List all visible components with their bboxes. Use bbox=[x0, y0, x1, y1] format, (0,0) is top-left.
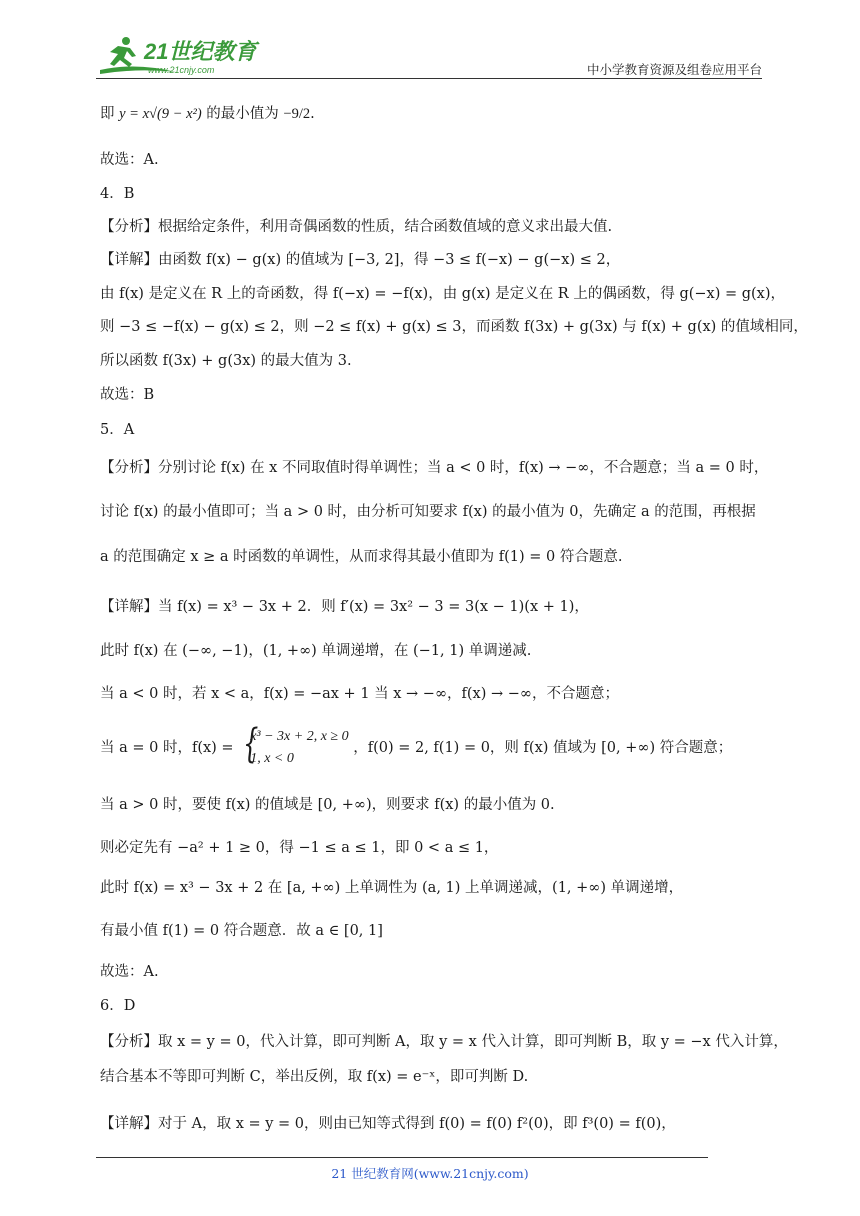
detail-line: 当 a < 0 时，若 x < a，f(x) = −ax + 1 当 x → −∞，f(x) → −∞，不合题意； bbox=[100, 686, 619, 702]
detail-line: 当 a > 0 时，要使 f(x) 的值域是 [0, +∞)，则要求 f(x) 的最小值为 0. bbox=[100, 797, 555, 813]
detail-line: 则必定先有 −a² + 1 ≥ 0，得 −1 ≤ a ≤ 1，即 0 < a ≤ 1， bbox=[100, 840, 499, 856]
analysis-line: 讨论 f(x) 的最小值即可；当 a > 0 时，由分析可知要求 f(x) 的最小值为 0，先确定 a 的范围，再根据 bbox=[100, 504, 756, 520]
question-number: 4．B bbox=[100, 186, 135, 202]
analysis-line: 【分析】分别讨论 f(x) 在 x 不同取值时得单调性；当 a < 0 时，f(x) → −∞，不合题意；当 a = 0 时， bbox=[100, 460, 769, 476]
detail-line: 所以函数 f(3x) + g(3x) 的最大值为 3. bbox=[100, 353, 352, 369]
svg-text:21世纪教育: 21世纪教育 bbox=[144, 39, 257, 64]
analysis-line: a 的范围确定 x ≥ a 时函数的单调性，从而求得其最小值即为 f(1) = 0 符合题意. bbox=[100, 549, 623, 565]
footer-link[interactable]: 21 世纪教育网(www.21cnjy.com) bbox=[331, 1166, 529, 1181]
text-line: 即 y = x√(9 − x²) 的最小值为 −9/2. bbox=[100, 106, 315, 122]
detail-line: 【详解】对于 A，取 x = y = 0，则由已知等式得到 f(0) = f(0) f²(0)，即 f³(0) = f(0)， bbox=[100, 1116, 676, 1132]
detail-line: 【详解】当 f(x) = x³ − 3x + 2．则 f′(x) = 3x² − 3 = 3(x − 1)(x + 1)， bbox=[100, 599, 589, 615]
site-logo bbox=[96, 32, 266, 78]
answer-line: 故选：A. bbox=[100, 152, 159, 168]
detail-line: 【详解】由函数 f(x) − g(x) 的值域为 [−3, 2]，得 −3 ≤ f(−x) − g(−x) ≤ 2， bbox=[100, 252, 621, 268]
header-divider bbox=[96, 78, 762, 79]
math-value: −9/2 bbox=[283, 106, 311, 122]
footer-divider bbox=[96, 1157, 708, 1158]
question-number: 5．A bbox=[100, 422, 135, 438]
detail-line: 由 f(x) 是定义在 R 上的奇函数，得 f(−x) = −f(x)，由 g(x) 是定义在 R 上的偶函数，得 g(−x) = g(x)， bbox=[100, 286, 786, 302]
piecewise-function: { x³ − 3x + 2, x ≥ 0 1, x < 0 bbox=[243, 721, 349, 767]
detail-line: 此时 f(x) = x³ − 3x + 2 在 [a, +∞) 上单调性为 (a, 1) 上单调递减，(1, +∞) 单调递增， bbox=[100, 880, 684, 896]
document-body bbox=[100, 104, 808, 1132]
platform-name: 中小学教育资源及组卷应用平台 bbox=[586, 63, 762, 77]
svg-text:www.21cnjy.com: www.21cnjy.com bbox=[148, 65, 215, 75]
math-expression: y = x√(9 − x²) bbox=[119, 106, 202, 122]
analysis-line: 结合基本不等即可判断 C，举出反例，取 f(x) = e⁻ˣ，即可判断 D. bbox=[100, 1069, 529, 1085]
piecewise-line: 当 a = 0 时，f(x) = { x³ − 3x + 2, x ≥ 0 1, x < 0 ，f(0) = 2, f(1) = 0，则 f(x) 值域为 [0, +∞) 符合题意； bbox=[100, 726, 732, 770]
detail-line: 则 −3 ≤ −f(x) − g(x) ≤ 2，则 −2 ≤ f(x) + g(x) ≤ 3，而函数 f(3x) + g(3x) 与 f(x) + g(x) 的值域相同， bbox=[100, 319, 808, 335]
analysis-line: 【分析】取 x = y = 0，代入计算，即可判断 A，取 y = x 代入计算，即可判断 B，取 y = −x 代入计算， bbox=[100, 1034, 788, 1050]
detail-line: 有最小值 f(1) = 0 符合题意．故 a ∈ [0, 1] bbox=[100, 923, 383, 939]
question-number: 6．D bbox=[100, 998, 136, 1014]
detail-line: 此时 f(x) 在 (−∞, −1)，(1, +∞) 单调递增，在 (−1, 1) 单调递减. bbox=[100, 643, 532, 659]
analysis-line: 【分析】根据给定条件，利用奇偶函数的性质，结合函数值域的意义求出最大值. bbox=[100, 219, 613, 235]
runner-logo-icon bbox=[96, 32, 266, 78]
page-header bbox=[96, 28, 762, 80]
answer-line: 故选：B bbox=[100, 387, 155, 403]
brace-icon: { bbox=[243, 721, 259, 767]
answer-line: 故选：A. bbox=[100, 964, 159, 980]
